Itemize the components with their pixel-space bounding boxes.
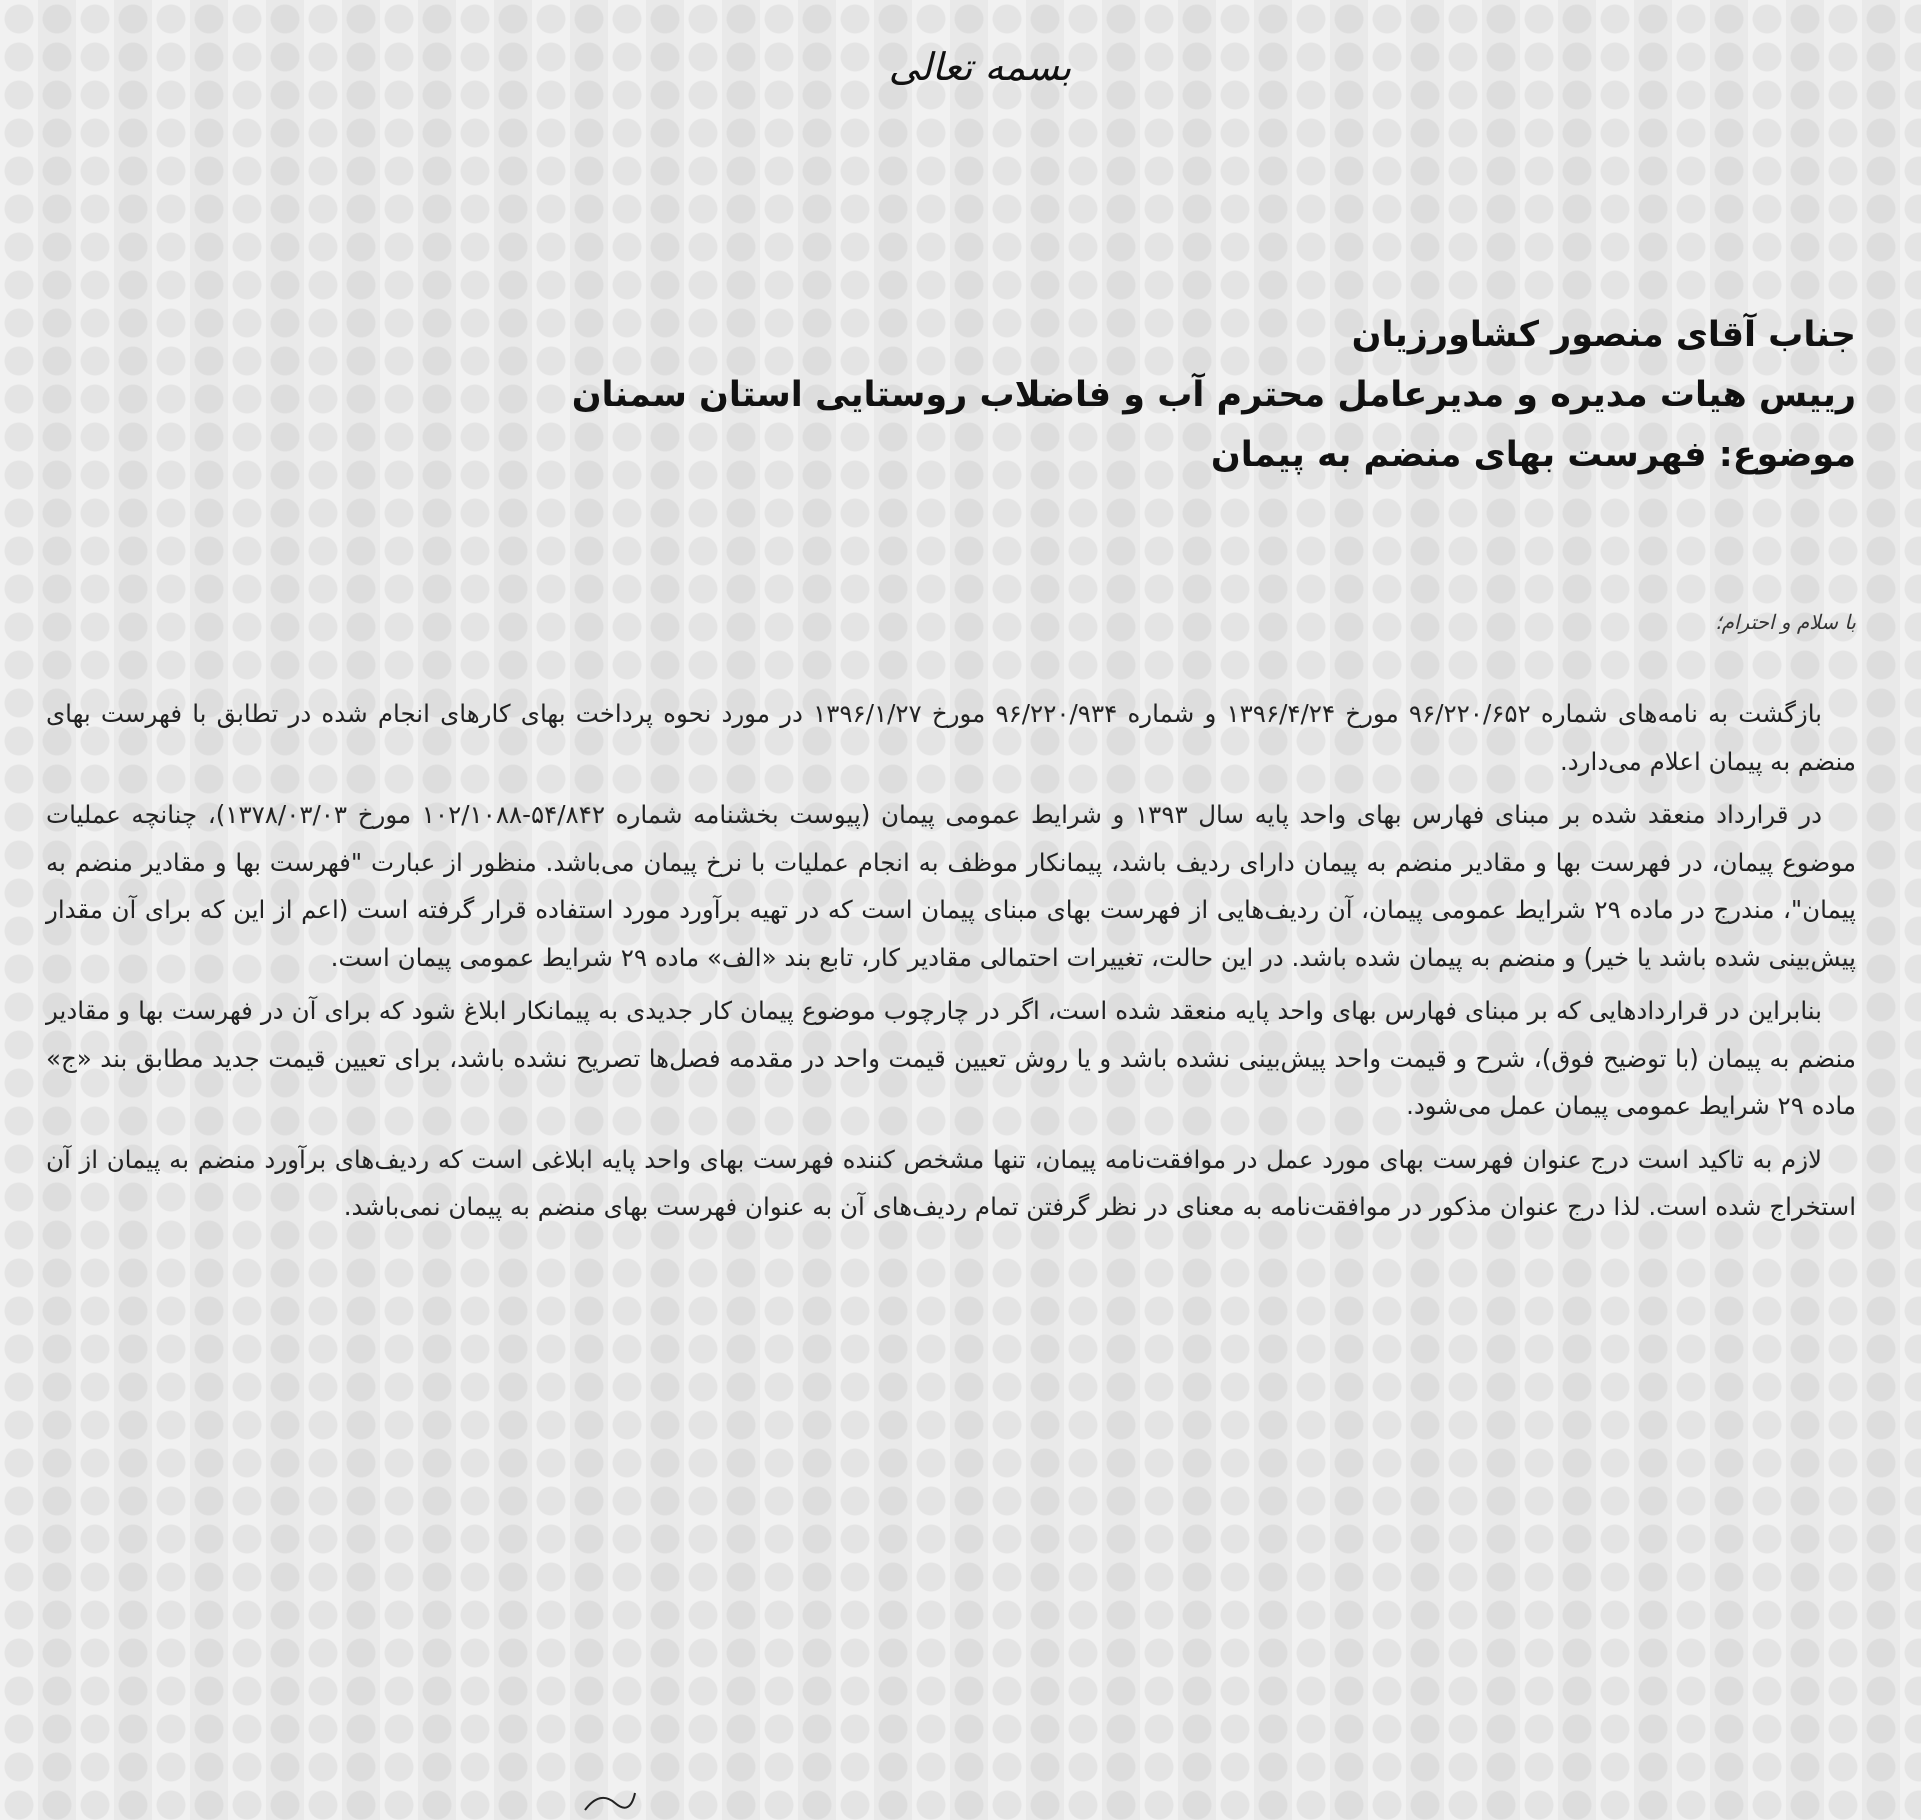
basmala-heading: بسمه تعالی [888, 45, 1072, 89]
paragraph-1: بازگشت به نامه‌های شماره ۹۶/۲۲۰/۶۵۲ مورخ ۱۳۹۶/۴/۲۴ و شماره ۹۶/۲۲۰/۹۳۴ مورخ ۱۳۹۶/۱/۲۷ در مورد نحوه پرداخت بهای کارهای انجام شده در تطابق با فهرست بهای منضم به پیمان اعلام می‌دارد. [46, 699, 1856, 776]
signature-mark [580, 1785, 640, 1815]
subject-line: موضوع: فهرست بهای منضم به پیمان [1210, 435, 1856, 475]
salutation: با سلام و احترام؛ [1715, 610, 1856, 634]
letter-body [46, 690, 1856, 1237]
paragraph-2: در قرارداد منعقد شده بر مبنای فهارس بهای واحد پایه سال ۱۳۹۳ و شرایط عمومی پیمان (پیوست بخشنامه شماره ۵۴/۸۴۲-۱۰۲/۱۰۸۸ مورخ ۱۳۷۸/۰۳/۰۳)، چنانچه عملیات موضوع پیمان، در فهرست بها و مقادیر منضم به پیمان دارای ردیف باشد، پیمانکار موظف به انجام عملیات با نرخ پیمان می‌باشد. منظور از عبارت "فهرست بها و مقادیر منضم به پیمان"، مندرج در ماده ۲۹ شرایط عمومی پیمان، آن ردیف‌هایی از فهرست بهای مبنای پیمان است که در تهیه برآورد مورد استفاده قرار گرفته است (اعم از این که برای آن مقدار پیش‌بینی شده باشد یا خیر) و منضم به پیمان شده باشد. در این حالت، تغییرات احتمالی مقادیر کار، تابع بند «الف» ماده ۲۹ شرایط عمومی پیمان است. [46, 800, 1856, 972]
recipient-name: جناب آقای منصور کشاورزیان [1351, 315, 1856, 355]
letter-header [456, 305, 1856, 485]
paragraph-4: لازم به تاکید است درج عنوان فهرست بهای مورد عمل در موافقت‌نامه پیمان، تنها مشخص کننده فهرست بهای واحد پایه ابلاغی است که ردیف‌های برآورد منضم به پیمان از آن استخراج شده است. لذا درج عنوان مذکور در موافقت‌نامه به معنای در نظر گرفتن تمام ردیف‌های آن به عنوان فهرست بهای منضم به پیمان نمی‌باشد. [46, 1144, 1856, 1221]
recipient-title: رییس هیات مدیره و مدیرعامل محترم آب و فاضلاب روستایی استان سمنان [571, 375, 1856, 415]
paragraph-3: بنابراین در قراردادهایی که بر مبنای فهارس بهای واحد پایه منعقد شده است، اگر در چارچوب موضوع پیمان کار جدیدی به پیمانکار ابلاغ شود که برای آن در فهرست بها و مقادیر منضم به پیمان (با توضیح فوق)، شرح و قیمت واحد پیش‌بینی نشده باشد و یا روش تعیین قیمت واحد در مقدمه فصل‌ها تصریح نشده باشد، برای تعیین قیمت جدید مطابق بند «ج» ماده ۲۹ شرایط عمومی پیمان عمل می‌شود. [46, 996, 1856, 1120]
